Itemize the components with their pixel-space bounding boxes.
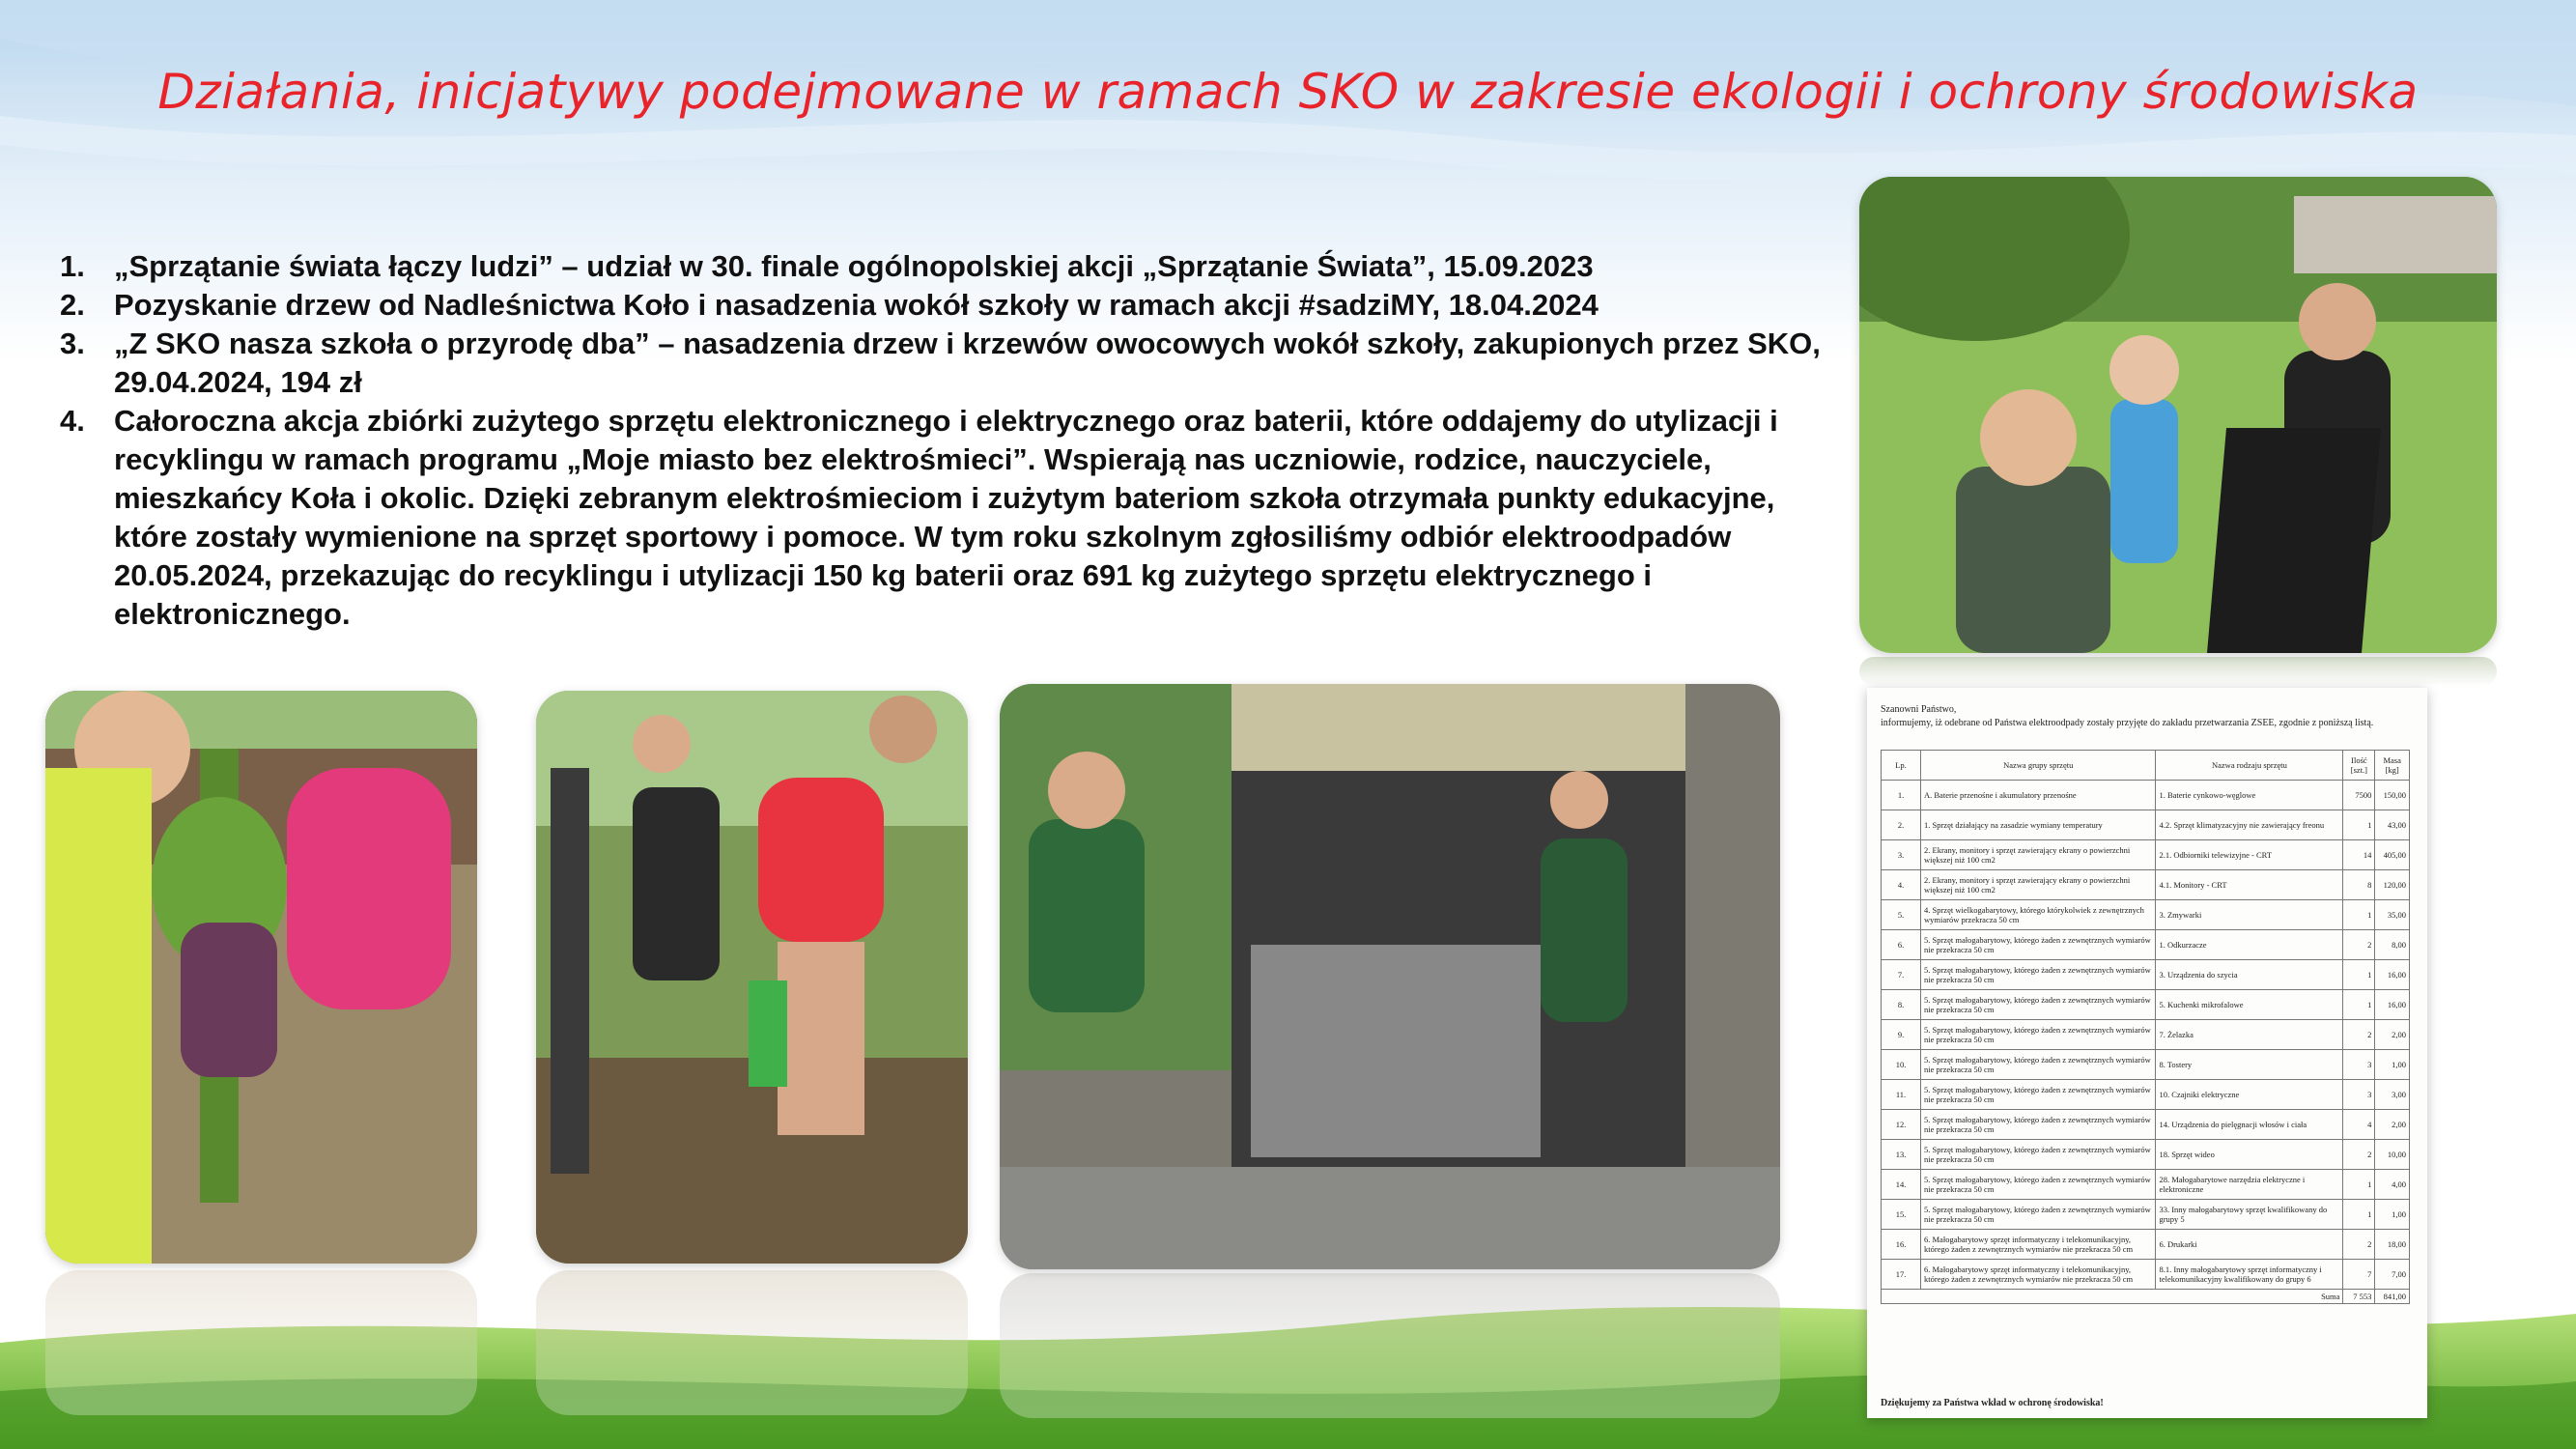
table-cell: 4.1. Monitory - CRT <box>2156 870 2343 900</box>
table-row <box>1882 900 2410 930</box>
table-row <box>1882 1140 2410 1170</box>
table-cell: 3. Urządzenia do szycia <box>2156 960 2343 990</box>
table-row <box>1882 810 2410 840</box>
list-item <box>60 247 1837 286</box>
table-cell: 6. <box>1882 930 1921 960</box>
col-header: Nazwa grupy sprzętu <box>1921 751 2156 781</box>
ewaste-certificate <box>1867 688 2427 1418</box>
table-cell: 2,00 <box>2375 1110 2410 1140</box>
list-item <box>60 402 1837 634</box>
table-cell: 5. Sprzęt małogabarytowy, którego żaden z zewnętrznych wymiarów nie przekracza 50 cm <box>1921 1200 2156 1230</box>
list-text: „Z SKO nasza szkoła o przyrodę dba” – nasadzenia drzew i krzewów owocowych wokół szkoły, zakupionych przez SKO, 29.04.2024, 194 zł <box>114 327 1821 399</box>
table-row <box>1882 1200 2410 1230</box>
table-cell: 10. Czajniki elektryczne <box>2156 1080 2343 1110</box>
table-cell: 3. <box>1882 840 1921 870</box>
table-cell: 17. <box>1882 1260 1921 1290</box>
table-cell: 5. Sprzęt małogabarytowy, którego żaden z zewnętrznych wymiarów nie przekracza 50 cm <box>1921 1020 2156 1050</box>
sum-label: Suma <box>1882 1290 2343 1304</box>
table-cell: 43,00 <box>2375 810 2410 840</box>
table-cell: 3 <box>2343 1050 2375 1080</box>
table-cell: 1 <box>2343 900 2375 930</box>
table-cell: 4. <box>1882 870 1921 900</box>
table-cell: 2. Ekrany, monitory i sprzęt zawierający ekrany o powierzchni większej niż 100 cm2 <box>1921 870 2156 900</box>
col-header: Nazwa rodzaju sprzętu <box>2156 751 2343 781</box>
table-cell: 8. <box>1882 990 1921 1020</box>
table-cell: 7,00 <box>2375 1260 2410 1290</box>
table-cell: 16,00 <box>2375 990 2410 1020</box>
slide-title: Działania, inicjatywy podejmowane w ramach SKO w zakresie ekologii i ochrony środowiska <box>157 64 2419 120</box>
table-cell: 35,00 <box>2375 900 2410 930</box>
col-header: Ilość [szt.] <box>2343 751 2375 781</box>
photo-reflection <box>1000 1273 1780 1418</box>
table-cell: 5. Sprzęt małogabarytowy, którego żaden z zewnętrznych wymiarów nie przekracza 50 cm <box>1921 1140 2156 1170</box>
table-cell: 5. Sprzęt małogabarytowy, którego żaden z zewnętrznych wymiarów nie przekracza 50 cm <box>1921 1110 2156 1140</box>
table-cell: 10. <box>1882 1050 1921 1080</box>
table-cell: 1. Baterie cynkowo-węglowe <box>2156 781 2343 810</box>
list-text: „Sprzątanie świata łączy ludzi” – udział w 30. finale ogólnopolskiej akcji „Sprzątanie Świata”, 15.09.2023 <box>114 249 1594 283</box>
table-cell: 5. Sprzęt małogabarytowy, którego żaden z zewnętrznych wymiarów nie przekracza 50 cm <box>1921 1050 2156 1080</box>
table-cell: 2 <box>2343 930 2375 960</box>
table-row <box>1882 1260 2410 1290</box>
table-cell: 1 <box>2343 1200 2375 1230</box>
table-cell: 5. Kuchenki mikrofalowe <box>2156 990 2343 1020</box>
sum-mass: 841,00 <box>2375 1290 2410 1304</box>
table-cell: 2. Ekrany, monitory i sprzęt zawierający ekrany o powierzchni większej niż 100 cm2 <box>1921 840 2156 870</box>
certificate-footer: Dziękujemy za Państwa wkład w ochronę środowiska! <box>1881 1398 2104 1408</box>
photo-reflection <box>536 1270 968 1415</box>
table-cell: 7. <box>1882 960 1921 990</box>
certificate-header <box>1881 703 2373 730</box>
photo-planting-tree-2 <box>536 691 968 1264</box>
table-cell: 14. <box>1882 1170 1921 1200</box>
table-cell: A. Baterie przenośne i akumulatory przenośne <box>1921 781 2156 810</box>
table-cell: 8.1. Inny małogabarytowy sprzęt informatyczny i telekomunikacyjny kwalifikowany do grupy 6 <box>2156 1260 2343 1290</box>
table-cell: 4 <box>2343 1110 2375 1140</box>
table-cell: 16. <box>1882 1230 1921 1260</box>
table-cell: 5. <box>1882 900 1921 930</box>
table-row <box>1882 1050 2410 1080</box>
table-cell: 1. Sprzęt działający na zasadzie wymiany temperatury <box>1921 810 2156 840</box>
table-cell: 10,00 <box>2375 1140 2410 1170</box>
list-item <box>60 286 1837 325</box>
table-row <box>1882 1110 2410 1140</box>
col-header: Masa [kg] <box>2375 751 2410 781</box>
table-row <box>1882 930 2410 960</box>
table-cell: 2. <box>1882 810 1921 840</box>
photo-reflection <box>45 1270 477 1415</box>
table-cell: 2,00 <box>2375 1020 2410 1050</box>
table-cell: 5. Sprzęt małogabarytowy, którego żaden z zewnętrznych wymiarów nie przekracza 50 cm <box>1921 960 2156 990</box>
table-cell: 3,00 <box>2375 1080 2410 1110</box>
table-cell: 33. Inny małogabarytowy sprzęt kwalifikowany do grupy 5 <box>2156 1200 2343 1230</box>
table-cell: 6. Drukarki <box>2156 1230 2343 1260</box>
col-header: Lp. <box>1882 751 1921 781</box>
list-text: Całoroczna akcja zbiórki zużytego sprzętu elektronicznego i elektrycznego oraz baterii, które oddajemy do utylizacji i recyklingu w ramach programu „Moje miasto bez elektrośmieci”. Wspierają nas uczniowie, rodzice, nauczyciele, mieszkańcy Koła i okolic. Dzięki zebranym elektrośmieciom i zużytym bateriom szkoła otrzymała punkty edukacyjne, które zostały wymienione na sprzęt sportowy i pomoce. W tym roku szkolnym zgłosiliśmy odbiór elektroodpadów 20.05.2024, przekazując do recyklingu i utylizacji 150 kg baterii oraz 691 kg zużytego sprzętu elektrycznego i elektronicznego. <box>114 404 1778 631</box>
table-row <box>1882 1170 2410 1200</box>
table-cell: 4. Sprzęt wielkogabarytowy, którego którykolwiek z zewnętrznych wymiarów przekracza 50 cm <box>1921 900 2156 930</box>
table-cell: 7 <box>2343 1260 2375 1290</box>
table-row <box>1882 870 2410 900</box>
table-cell: 2.1. Odbiorniki telewizyjne - CRT <box>2156 840 2343 870</box>
table-cell: 5. Sprzęt małogabarytowy, którego żaden z zewnętrznych wymiarów nie przekracza 50 cm <box>1921 930 2156 960</box>
table-cell: 1 <box>2343 960 2375 990</box>
table-cell: 1. <box>1882 781 1921 810</box>
table-cell: 28. Małogabarytowe narzędzia elektryczne i elektroniczne <box>2156 1170 2343 1200</box>
table-cell: 1,00 <box>2375 1200 2410 1230</box>
table-cell: 8. Tostery <box>2156 1050 2343 1080</box>
table-cell: 7. Żelazka <box>2156 1020 2343 1050</box>
table-row <box>1882 840 2410 870</box>
table-row <box>1882 781 2410 810</box>
table-cell: 1 <box>2343 1170 2375 1200</box>
table-cell: 14. Urządzenia do pielęgnacji włosów i ciała <box>2156 1110 2343 1140</box>
photo-ewaste-collection <box>1000 684 1780 1269</box>
table-cell: 5. Sprzęt małogabarytowy, którego żaden z zewnętrznych wymiarów nie przekracza 50 cm <box>1921 1080 2156 1110</box>
table-cell: 8 <box>2343 870 2375 900</box>
table-cell: 6. Małogabarytowy sprzęt informatyczny i telekomunikacyjny, którego żaden z zewnętrznych wymiarów nie przekracza 50 cm <box>1921 1260 2156 1290</box>
table-cell: 4.2. Sprzęt klimatyzacyjny nie zawierający freonu <box>2156 810 2343 840</box>
certificate-intro: informujemy, iż odebrane od Państwa elektroodpady zostały przyjęte do zakładu przetwarzania ZSEE, zgodnie z poniższą listą. <box>1881 718 2374 728</box>
table-cell: 5. Sprzęt małogabarytowy, którego żaden z zewnętrznych wymiarów nie przekracza 50 cm <box>1921 1170 2156 1200</box>
activities-list <box>60 247 1837 634</box>
photo-planting-tree-1 <box>45 691 477 1264</box>
table-cell: 12. <box>1882 1110 1921 1140</box>
table-cell: 1,00 <box>2375 1050 2410 1080</box>
certificate-greeting: Szanowni Państwo, <box>1881 704 1957 715</box>
table-row <box>1882 960 2410 990</box>
table-row <box>1882 990 2410 1020</box>
sum-qty: 7 553 <box>2343 1290 2375 1304</box>
table-cell: 3. Zmywarki <box>2156 900 2343 930</box>
table-cell: 16,00 <box>2375 960 2410 990</box>
table-cell: 6. Małogabarytowy sprzęt informatyczny i telekomunikacyjny, którego żaden z zewnętrznych wymiarów nie przekracza 50 cm <box>1921 1230 2156 1260</box>
table-cell: 5. Sprzęt małogabarytowy, którego żaden z zewnętrznych wymiarów nie przekracza 50 cm <box>1921 990 2156 1020</box>
table-cell: 15. <box>1882 1200 1921 1230</box>
table-cell: 7500 <box>2343 781 2375 810</box>
table-cell: 14 <box>2343 840 2375 870</box>
table-cell: 2 <box>2343 1140 2375 1170</box>
list-number: 4. <box>60 404 85 438</box>
table-cell: 405,00 <box>2375 840 2410 870</box>
table-cell: 8,00 <box>2375 930 2410 960</box>
list-text: Pozyskanie drzew od Nadleśnictwa Koło i nasadzenia wokół szkoły w ramach akcji #sadziMY, 18.04.2024 <box>114 288 1599 322</box>
list-number: 3. <box>60 327 85 360</box>
table-cell: 9. <box>1882 1020 1921 1050</box>
table-cell: 3 <box>2343 1080 2375 1110</box>
table-cell: 150,00 <box>2375 781 2410 810</box>
table-cell: 18,00 <box>2375 1230 2410 1260</box>
table-row <box>1882 1080 2410 1110</box>
photo-cleanup-children <box>1859 177 2497 653</box>
table-cell: 1 <box>2343 990 2375 1020</box>
table-cell: 1. Odkurzacze <box>2156 930 2343 960</box>
certificate-table <box>1881 750 2410 1304</box>
table-cell: 11. <box>1882 1080 1921 1110</box>
table-row <box>1882 1020 2410 1050</box>
table-cell: 18. Sprzęt wideo <box>2156 1140 2343 1170</box>
table-cell: 120,00 <box>2375 870 2410 900</box>
list-number: 1. <box>60 249 85 283</box>
list-item <box>60 325 1837 402</box>
table-cell: 13. <box>1882 1140 1921 1170</box>
table-row <box>1882 1230 2410 1260</box>
table-cell: 2 <box>2343 1020 2375 1050</box>
table-cell: 4,00 <box>2375 1170 2410 1200</box>
table-cell: 2 <box>2343 1230 2375 1260</box>
list-number: 2. <box>60 288 85 322</box>
table-cell: 1 <box>2343 810 2375 840</box>
photo-reflection <box>1859 657 2497 686</box>
